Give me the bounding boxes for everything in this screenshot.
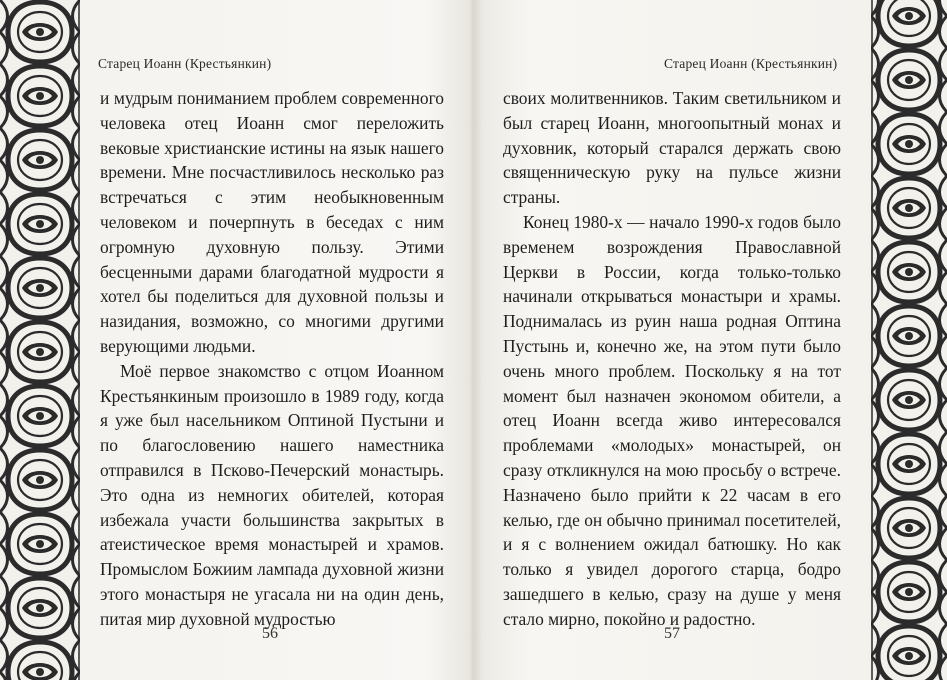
- running-header-right: Старец Иоанн (Крестьянкин): [664, 56, 838, 71]
- right-page-body: [503, 86, 841, 632]
- paragraph: Моё первое знакомство с отцом Иоанном Крестьянкиным произошло в 1989 году, когда я уже был насельником Оптиной Пустыни и по благословению нашего наместника отправился в Псково-Печерский монастырь. Это одна из немногих обителей, которая избежала участи большинства закрытых в атеистическое время монастырей и храмов. Промыслом Божиим лампада духовной жизни этого монастыря не угасала ни на один день, питая мир духовной мудростью: [100, 360, 444, 629]
- page-number-left: 56: [262, 625, 278, 642]
- paragraph: своих молитвенников. Таким светильником и был старец Иоанн, многоопытный монах и духовник, который старался держать свою священническую руку на пульсе жизни страны.: [503, 88, 841, 208]
- ornamental-border-left: [0, 0, 80, 680]
- running-header-left: Старец Иоанн (Крестьянкин): [98, 56, 272, 71]
- page-number-right: 57: [664, 625, 680, 642]
- ornamental-border-right: [871, 0, 947, 680]
- paragraph: и мудрым пониманием проблем современного человека отец Иоанн смог переложить вековые христианские истины на язык нашего времени. Мне посчастливилось несколько раз встречаться с этим необыкновенным человеком и почерпнуть в беседах с ним огромную духовную пользу. Этими бесценными дарами благодатной мудрости я хотел бы поделиться для духовной пользы и назидания, возможно, со многими другими верующими людьми.: [100, 88, 444, 356]
- paragraph: Конец 1980-х — начало 1990-х годов было временем возрождения Православной Церкви в России, когда только-только начинали открываться монастыри и храмы. Поднималась из руин наша родная Оптина Пустынь и, конечно же, на этом пути было очень много проблем. Поскольку я на тот момент был назначен экономом обители, а отец Иоанн всегда живо интересовался проблемами «молодых» монастырей, он сразу откликнулся на мою просьбу о встрече. Назначено было прийти к 22 часам в его келью, где он обычно принимал посетителей, и я с волнением ожидал батюшку. Но как только я увидел дорогого старца, бодро зашедшего в келью, сразу на душе у меня стало мирно, покойно и радостно.: [503, 211, 841, 629]
- left-page-body: [100, 86, 444, 632]
